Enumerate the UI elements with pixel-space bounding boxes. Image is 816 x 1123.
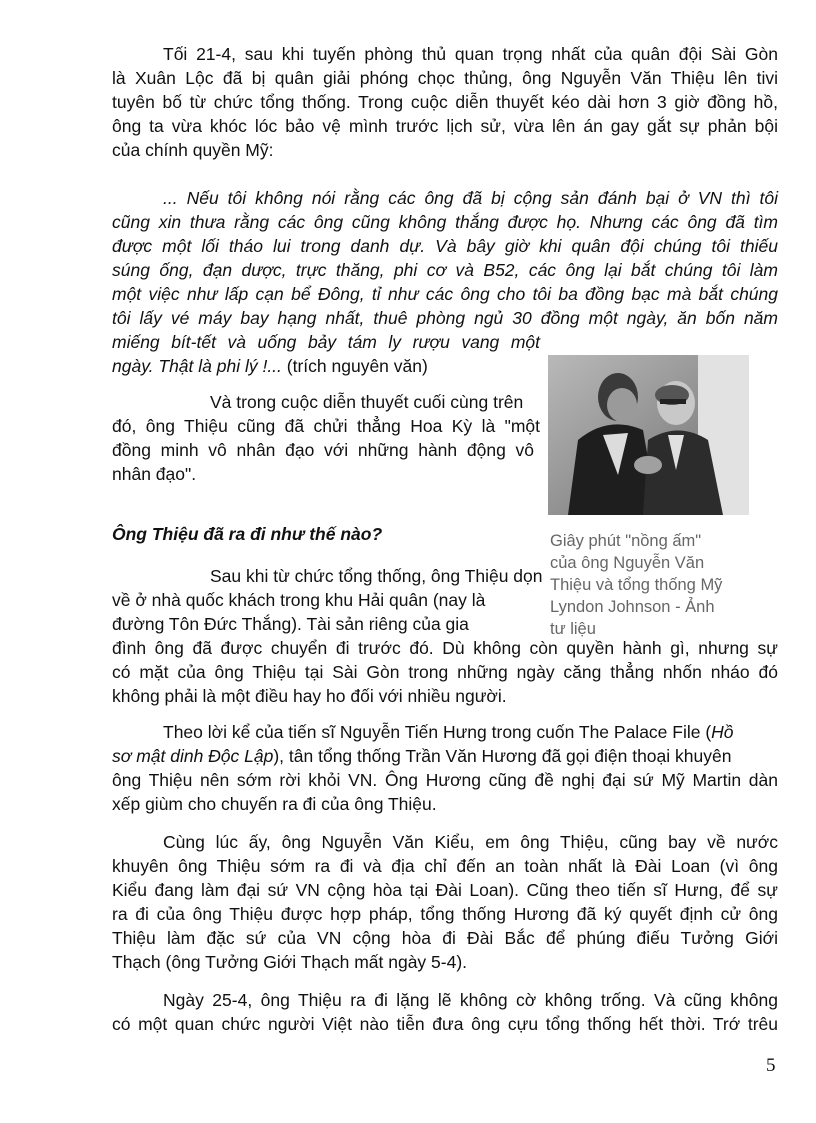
p7-line-1: Ngày 25-4, ông Thiệu ra đi lặng lẽ không cờ không trống. Và cũng không: [163, 990, 778, 1010]
p4-line-4: đình ông đã được chuyển đi trước đó. Dù không còn quyền hành gì, nhưng sự: [112, 638, 778, 658]
p5-book-title-b: sơ mật dinh Độc Lập: [112, 746, 274, 766]
p3-line-4: nhân đạo".: [112, 464, 197, 484]
p5-line-4: xếp giùm cho chuyến ra đi của ông Thiệu.: [112, 794, 437, 814]
p4-line-1: Sau khi từ chức tổng thống, ông Thiệu dọn: [210, 566, 543, 586]
quote-line-4: súng ống, đạn dược, trực thăng, phi cơ và B52, các ông lại bắt chúng tôi làm: [112, 260, 778, 280]
quote-line-7: miếng bít-tết và uống bảy tám ly rượu vang một: [112, 332, 540, 352]
p4-line-6: không phải là một điều hay ho đối với nhiều người.: [112, 686, 507, 706]
p5-text-d: ), tân tổng thống Trần Văn Hương đã gọi điện thoại khuyên: [273, 746, 732, 766]
p3-line-2: đó, ông Thiệu cũng đã chửi thẳng Hoa Kỳ là "một: [112, 416, 540, 436]
quote-line-3: được một lối tháo lui trong danh dự. Và bây giờ khi quân đội chúng tôi thiếu: [112, 236, 778, 256]
p6-line-5: Thiệu làm đặc sứ của VN cộng hòa đi Đài Bắc để phúng điếu Tưởng Giới: [112, 928, 778, 948]
p6-line-6: Thạch (ông Tưởng Giới Thạch mất ngày 5-4).: [112, 952, 468, 972]
quote-line-2: cũng xin thưa rằng các ông cũng không thắng được họ. Nhưng các ông đã tìm: [112, 212, 778, 232]
p4-line-2: về ở nhà quốc khách trong khu Hải quân (nay là: [112, 590, 486, 610]
caption-line-1: Giây phút "nồng ấm": [550, 532, 702, 550]
section-heading: Ông Thiệu đã ra đi như thế nào?: [112, 524, 383, 544]
p1-line-5: của chính quyền Mỹ:: [112, 140, 274, 160]
p5-line-1: [163, 720, 734, 744]
quote-end: ngày. Thật là phi lý !...: [112, 356, 282, 376]
quote-note: (trích nguyên văn): [281, 356, 428, 376]
p1-line-4: ông ta vừa khóc lóc bảo vệ mình trước lịch sử, vừa lên án gay gắt sự phản bội: [112, 116, 778, 136]
photo-image: [548, 355, 749, 515]
caption-line-3: Thiệu và tổng thống Mỹ: [550, 576, 723, 594]
p1-line-2: là Xuân Lộc đã bị quân giải phóng chọc thủng, ông Nguyễn Văn Thiệu lên tivi: [112, 68, 778, 88]
p6-line-1: Cùng lúc ấy, ông Nguyễn Văn Kiểu, em ông Thiệu, cũng bay về nước: [163, 832, 778, 852]
p1-line-1: Tối 21-4, sau khi tuyến phòng thủ quan trọng nhất của quân đội Sài Gòn: [163, 44, 778, 64]
p4-line-5: có mặt của ông Thiệu tại Sài Gòn trong những ngày căng thẳng nhốn nháo đó: [112, 662, 778, 682]
p5-line-3: ông Thiệu nên sớm rời khỏi VN. Ông Hương cũng đề nghị đại sứ Mỹ Martin dàn: [112, 770, 778, 790]
caption-line-2: của ông Nguyễn Văn: [550, 554, 705, 572]
p5-line-2: [112, 744, 731, 768]
p1-line-3: tuyên bố từ chức tổng thống. Trong cuộc diễn thuyết kéo dài hơn 3 giờ đồng hồ,: [112, 92, 778, 112]
p5-book-title-a: Hồ: [711, 722, 734, 742]
p3-line-1: Và trong cuộc diễn thuyết cuối cùng trên: [210, 392, 524, 412]
p6-line-2: khuyên ông Thiệu sớm ra đi và địa chỉ đến an toàn nhất là Đài Loan (vì ông: [112, 856, 778, 876]
p4-line-3: đường Tôn Đức Thắng). Tài sản riêng của gia: [112, 614, 469, 634]
quote-line-5: một việc như lấp cạn bể Đông, tỉ như các ông cho tôi ba đồng bạc mà bắt chúng: [112, 284, 778, 304]
p6-line-4: ra đi của ông Thiệu được hợp pháp, tổng thống Hương đã ký quyết định cử ông: [112, 904, 778, 924]
page-number: 5: [766, 1055, 776, 1076]
photo: [548, 355, 749, 515]
caption-line-4: Lyndon Johnson - Ảnh: [550, 598, 715, 616]
p5-text-a: Theo lời kể của tiến sĩ Nguyễn Tiến Hưng trong cuốn The Palace File (: [163, 722, 712, 742]
quote-line-8: [112, 354, 428, 378]
p6-line-3: Kiểu đang làm đại sứ VN cộng hòa tại Đài Loan). Cũng theo tiến sĩ Hưng, để sự: [112, 880, 778, 900]
quote-line-6: tôi lấy vé máy bay hạng nhất, thuê phòng ngủ 30 đồng một ngày, ăn bốn năm: [112, 308, 778, 328]
p3-line-3: đồng minh vô nhân đạo với những hành động vô: [112, 440, 534, 460]
p7-line-2: có một quan chức người Việt nào tiễn đưa ông cựu tổng thống hết thời. Trớ trêu: [112, 1014, 778, 1034]
caption-line-5: tư liệu: [550, 620, 596, 638]
quote-line-1: ... Nếu tôi không nói rằng các ông đã bị cộng sản đánh bại ở VN thì tôi: [163, 188, 778, 208]
